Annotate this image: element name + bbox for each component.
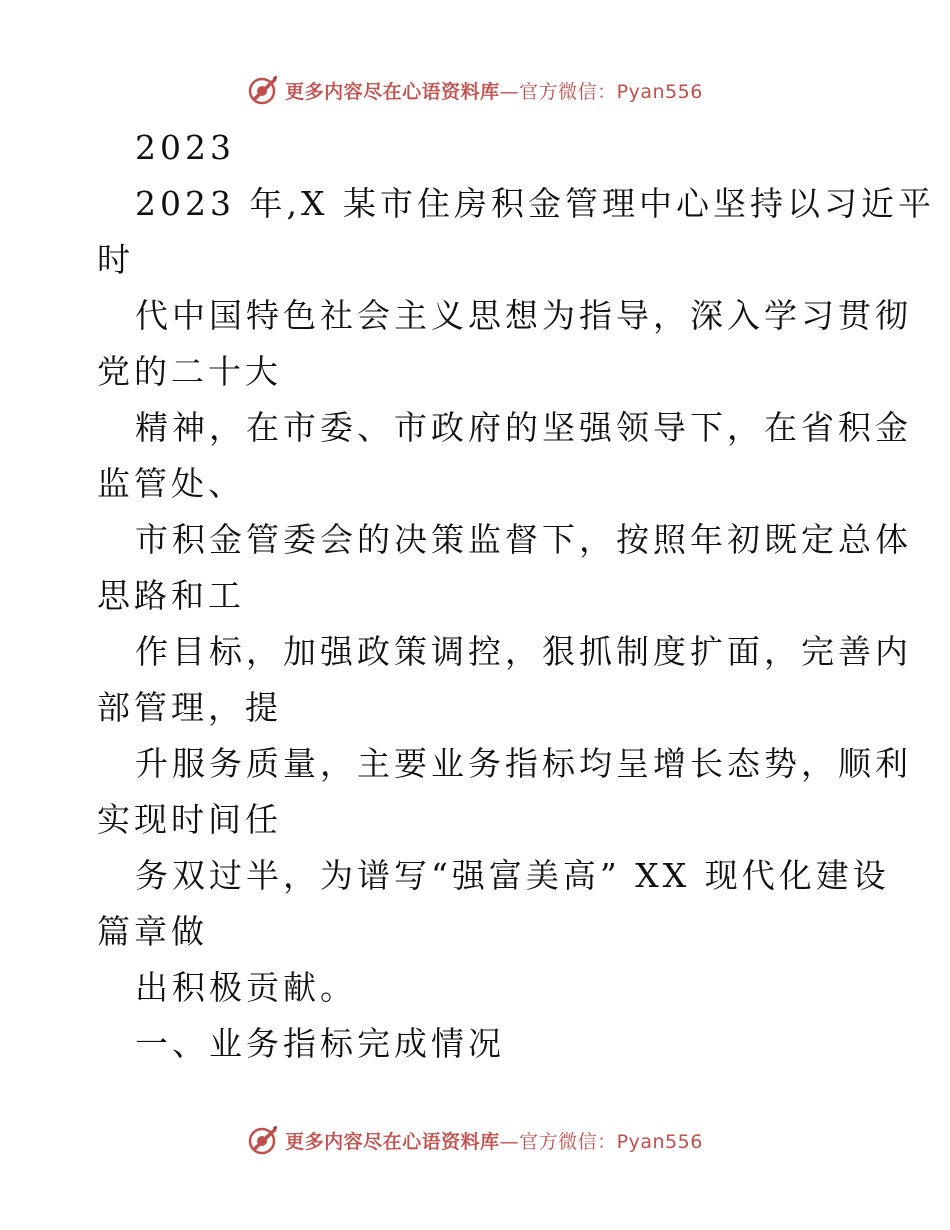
doc-line: 务双过半，为谱写“强富美高” XX 现代化建设 [135,856,890,895]
doc-line: 实现时间任 [97,800,282,839]
doc-line: 作目标，加强政策调控，狠抓制度扩面，完善内 [135,632,912,671]
header-banner [0,70,950,110]
footer-banner [0,1120,950,1160]
doc-line: 市积金管委会的决策监督下，按照年初既定总体 [135,520,912,559]
doc-line: 精神，在市委、市政府的坚强领导下，在省积金 [135,408,912,447]
doc-line: 2023 [135,128,235,167]
doc-line: 时 [97,240,134,279]
footer-banner-text: 更多内容尽在心语资料库—官方微信：Pyan556 [285,1130,703,1153]
section-heading: 一、业务指标完成情况 [135,1024,505,1063]
doc-line: 2023 年,X 某市住房积金管理中心坚持以习近平 [135,184,935,223]
doc-line: 代中国特色社会主义思想为指导，深入学习贯彻 [135,296,912,335]
doc-line: 升服务质量，主要业务指标均呈增长态势，顺利 [135,744,912,783]
document-body [97,120,935,1072]
doc-line: 出积极贡献。 [135,968,357,1007]
doc-line: 思路和工 [97,576,245,615]
red-pen-logo-icon [247,74,279,106]
header-banner-text: 更多内容尽在心语资料库—官方微信：Pyan556 [285,80,703,103]
doc-line: 部管理，提 [97,688,282,727]
red-pen-logo-icon [247,1124,279,1156]
doc-line: 监管处、 [97,464,245,503]
doc-line: 篇章做 [97,912,208,951]
doc-line: 党的二十大 [97,352,282,391]
